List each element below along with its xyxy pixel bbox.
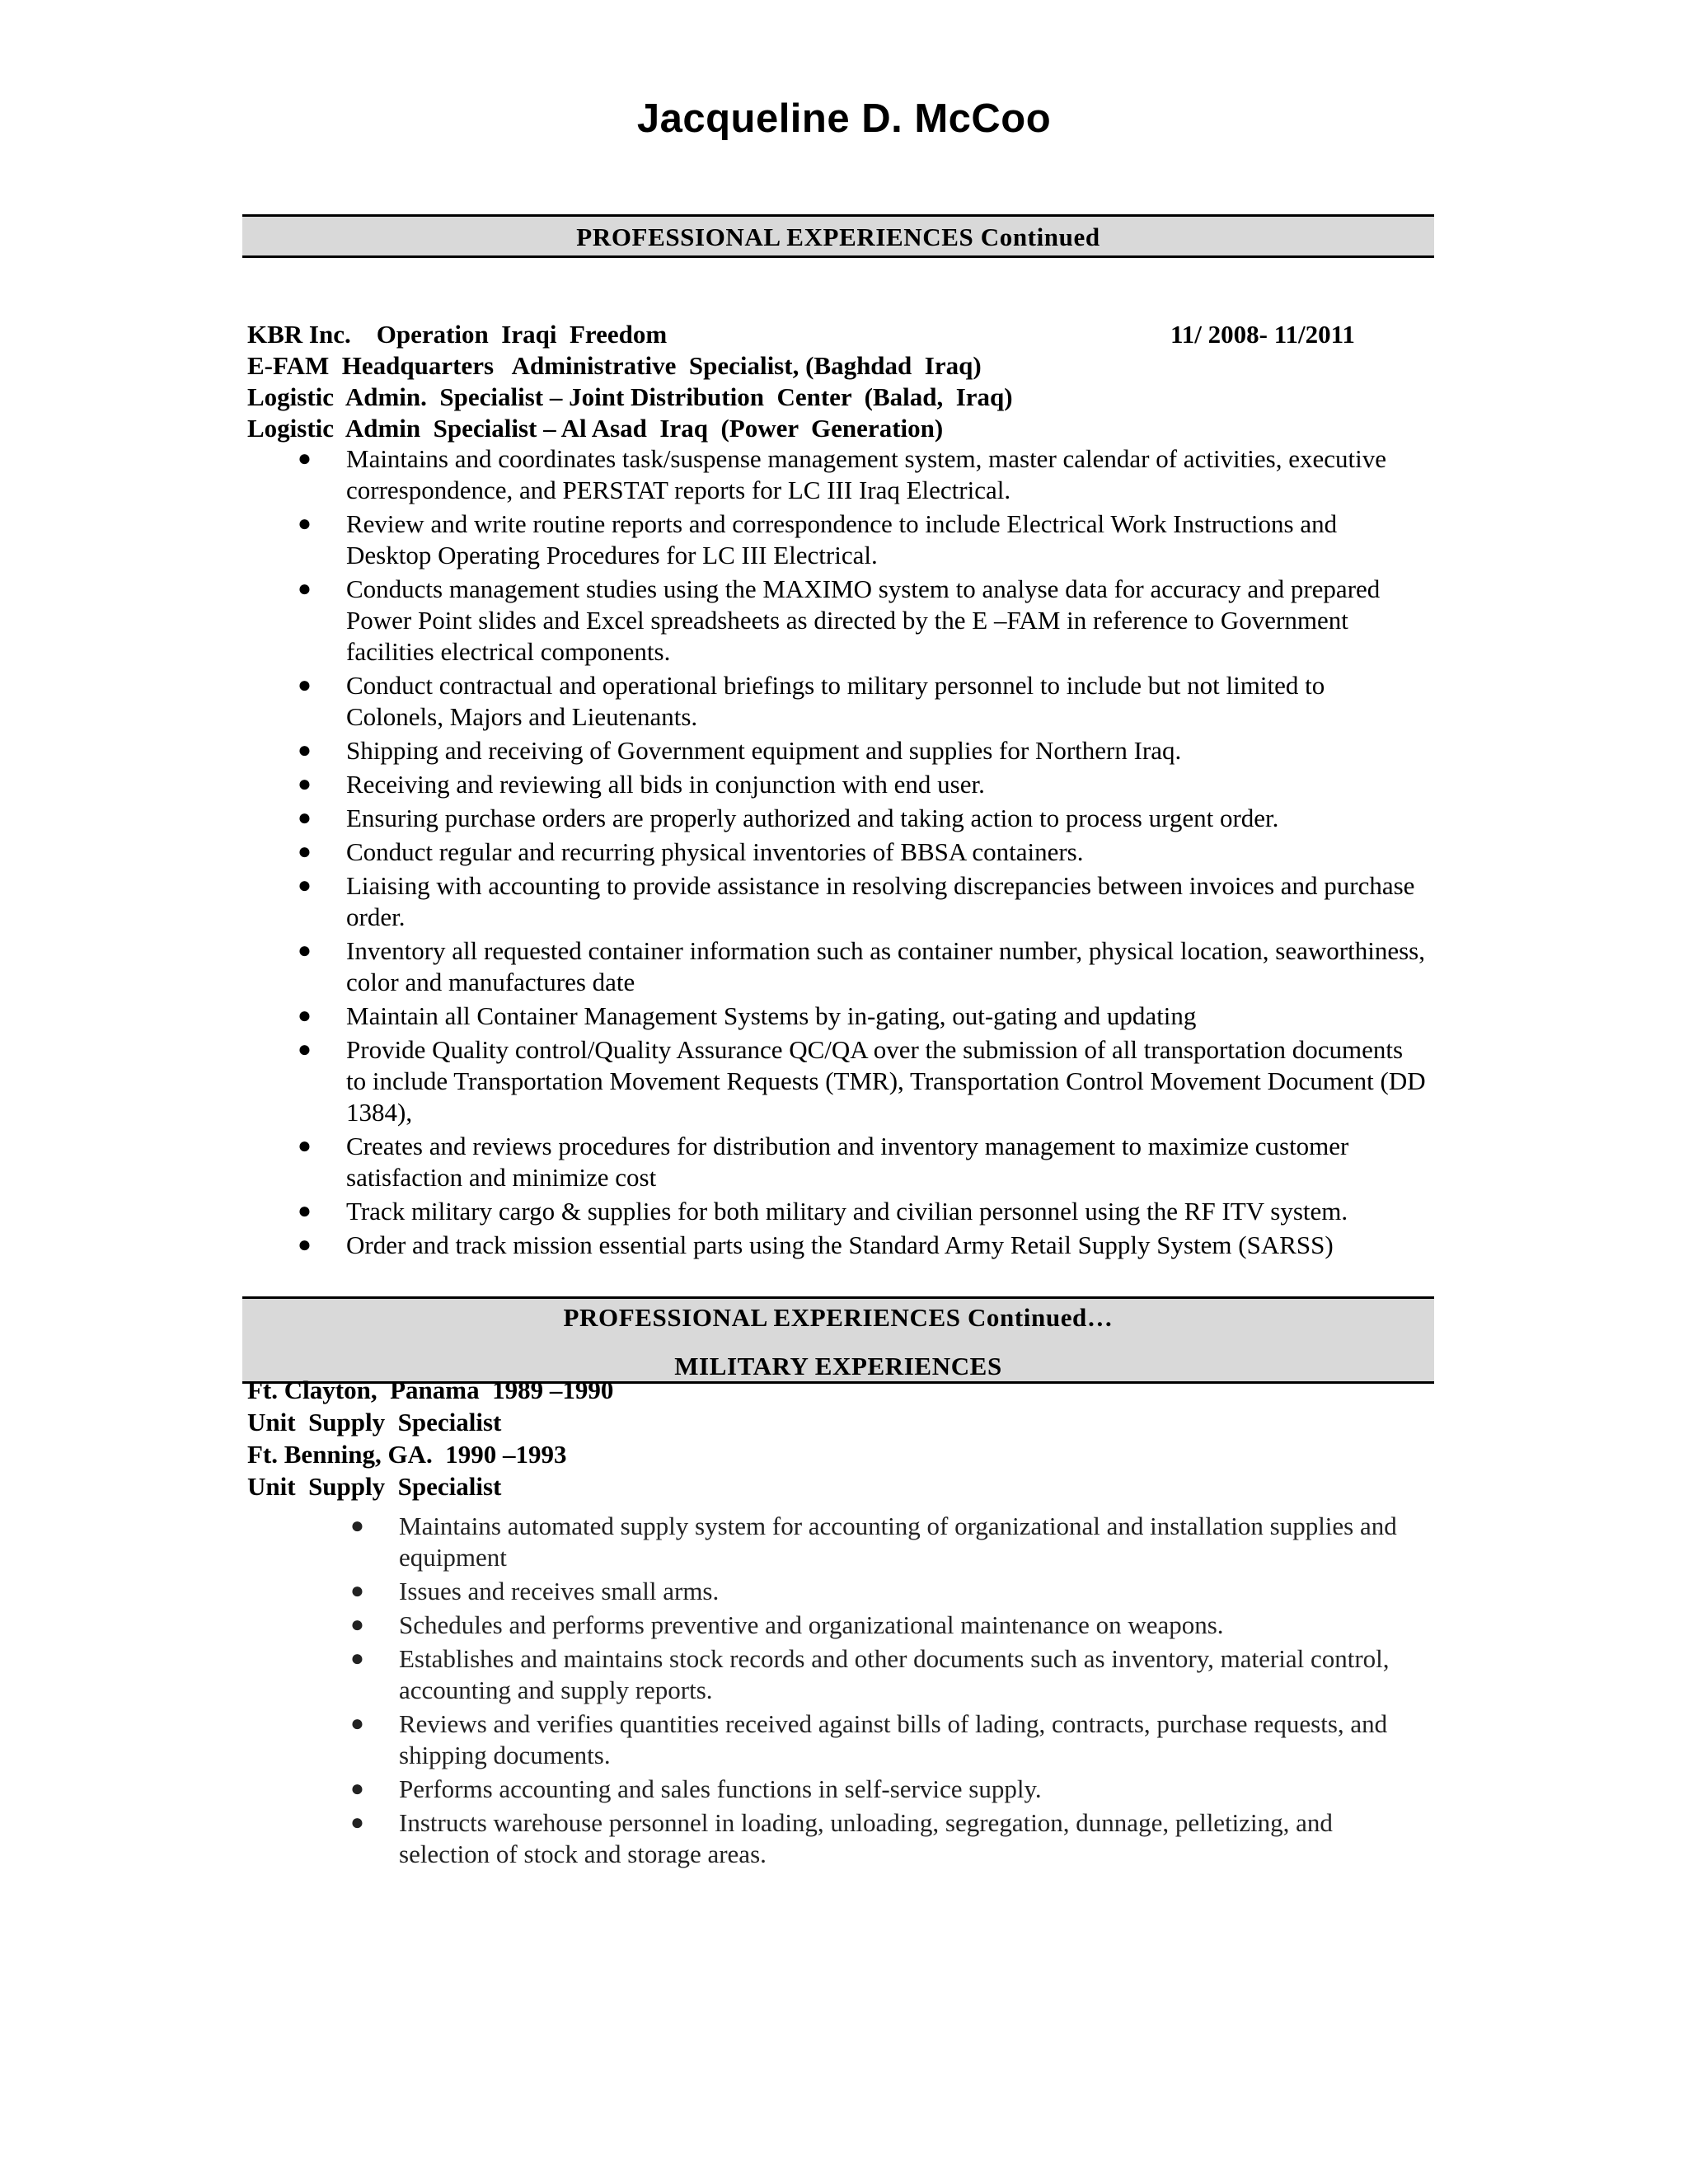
list-item: ● Maintains and coordinates task/suspense management system, master calendar of activities, executive correspondence, and PERSTAT reports for LC III Iraq Electrical. xyxy=(298,444,1386,504)
bullet-icon: ● xyxy=(298,805,312,831)
job-bullet-list xyxy=(293,443,1428,1263)
bullet-icon: ● xyxy=(298,1232,312,1258)
job-title-line: Logistic Admin Specialist – Al Asad Iraq (Power Generation) xyxy=(247,414,944,443)
military-line: Ft. Clayton, Panama 1989 –1990 xyxy=(247,1376,614,1404)
bullet-icon: ● xyxy=(298,511,312,537)
list-item: ● Track military cargo & supplies for both military and civilian personnel using the RF ITV system. xyxy=(298,1197,1348,1226)
list-item: ● Review and write routine reports and correspondence to include Electrical Work Instructions and Desktop Operating Procedures for LC III Electrical. xyxy=(298,509,1338,569)
bullet-icon: ● xyxy=(298,771,312,797)
bullet-icon: ● xyxy=(298,1003,312,1029)
bullet-icon: ● xyxy=(350,1513,364,1539)
bullet-icon: ● xyxy=(298,1037,312,1062)
list-item: ● Shipping and receiving of Government equipment and supplies for Northern Iraq. xyxy=(298,736,1182,765)
bullet-icon: ● xyxy=(350,1711,364,1736)
job-company-row xyxy=(247,319,1401,350)
bullet-icon: ● xyxy=(298,839,312,865)
job-header xyxy=(247,319,1401,444)
military-bullet-list xyxy=(346,1511,1428,1872)
section-subtitle: MILITARY EXPERIENCES xyxy=(674,1352,1002,1380)
job-company: KBR Inc. Operation Iraqi Freedom xyxy=(247,320,668,349)
military-line: Ft. Benning, GA. 1990 –1993 xyxy=(247,1440,567,1469)
bullet-icon: ● xyxy=(298,576,312,602)
list-item: ● Instructs warehouse personnel in loading, unloading, segregation, dunnage, pelletizing, and selection of stock and storage areas. xyxy=(350,1808,1333,1868)
list-item: ● Issues and receives small arms. xyxy=(350,1577,720,1605)
bullet-icon: ● xyxy=(298,673,312,698)
list-item: ● Conduct contractual and operational briefings to military personnel to include but not limited to Colonels, Majors and Lieutenants. xyxy=(298,671,1325,731)
bullet-icon: ● xyxy=(350,1612,364,1638)
section-title: PROFESSIONAL EXPERIENCES Continued xyxy=(576,223,1100,251)
applicant-name: Jacqueline D. McCoo xyxy=(636,96,1052,141)
list-item: ● Receiving and reviewing all bids in conjunction with end user. xyxy=(298,770,985,799)
bullet-icon: ● xyxy=(350,1776,364,1802)
bullet-icon: ● xyxy=(298,938,312,963)
list-item: ● Reviews and verifies quantities received against bills of lading, contracts, purchase requests, and shipping documents. xyxy=(350,1709,1388,1769)
military-header xyxy=(247,1374,1401,1502)
military-line: Unit Supply Specialist xyxy=(247,1472,502,1501)
list-item: ● Performs accounting and sales functions in self-service supply. xyxy=(350,1774,1042,1803)
bullet-icon: ● xyxy=(298,738,312,763)
bullet-icon: ● xyxy=(298,446,312,471)
bullet-icon: ● xyxy=(298,1198,312,1224)
bullet-icon: ● xyxy=(350,1646,364,1671)
list-item: ● Inventory all requested container information such as container number, physical location, seaworthiness, color and manufactures date xyxy=(298,936,1425,996)
list-item: ● Liaising with accounting to provide assistance in resolving discrepancies between invoices and purchase order. xyxy=(298,871,1415,931)
list-item: ● Creates and reviews procedures for distribution and inventory management to maximize customer satisfaction and minimize cost xyxy=(298,1132,1349,1192)
section-header-professional xyxy=(242,214,1434,258)
job-title-line: Logistic Admin. Specialist – Joint Distribution Center (Balad, Iraq) xyxy=(247,382,1013,411)
list-item: ● Schedules and performs preventive and organizational maintenance on weapons. xyxy=(350,1610,1224,1639)
bullet-icon: ● xyxy=(298,873,312,898)
list-item: ● Conducts management studies using the MAXIMO system to analyse data for accuracy and prepared Power Point slides and Excel spreadsheets as directed by the E –FAM in reference to Government facilities electrical components. xyxy=(298,574,1381,666)
bullet-icon: ● xyxy=(350,1810,364,1835)
bullet-icon: ● xyxy=(298,1133,312,1159)
list-item: ● Provide Quality control/Quality Assurance QC/QA over the submission of all transportation documents to include Transportation Movement Requests (TMR), Transportation Control Movement Document (DD 1384), xyxy=(298,1035,1426,1127)
list-item: ● Maintain all Container Management Systems by in-gating, out-gating and updating xyxy=(298,1001,1197,1030)
job-dates: 11/ 2008- 11/2011 xyxy=(1170,320,1355,349)
section-title: PROFESSIONAL EXPERIENCES Continued… xyxy=(563,1303,1114,1332)
list-item: ● Establishes and maintains stock records and other documents such as inventory, material control, accounting and supply reports. xyxy=(350,1644,1390,1704)
list-item: ● Order and track mission essential parts using the Standard Army Retail Supply System (SARSS) xyxy=(298,1230,1334,1259)
list-item: ● Conduct regular and recurring physical inventories of BBSA containers. xyxy=(298,837,1084,866)
bullet-icon: ● xyxy=(350,1578,364,1604)
military-line: Unit Supply Specialist xyxy=(247,1408,502,1436)
job-title-line: E-FAM Headquarters Administrative Specialist, (Baghdad Iraq) xyxy=(247,351,982,380)
section-header-military xyxy=(242,1296,1434,1384)
list-item: ● Maintains automated supply system for accounting of organizational and installation supplies and equipment xyxy=(350,1511,1397,1572)
list-item: ● Ensuring purchase orders are properly authorized and taking action to process urgent order. xyxy=(298,804,1279,832)
